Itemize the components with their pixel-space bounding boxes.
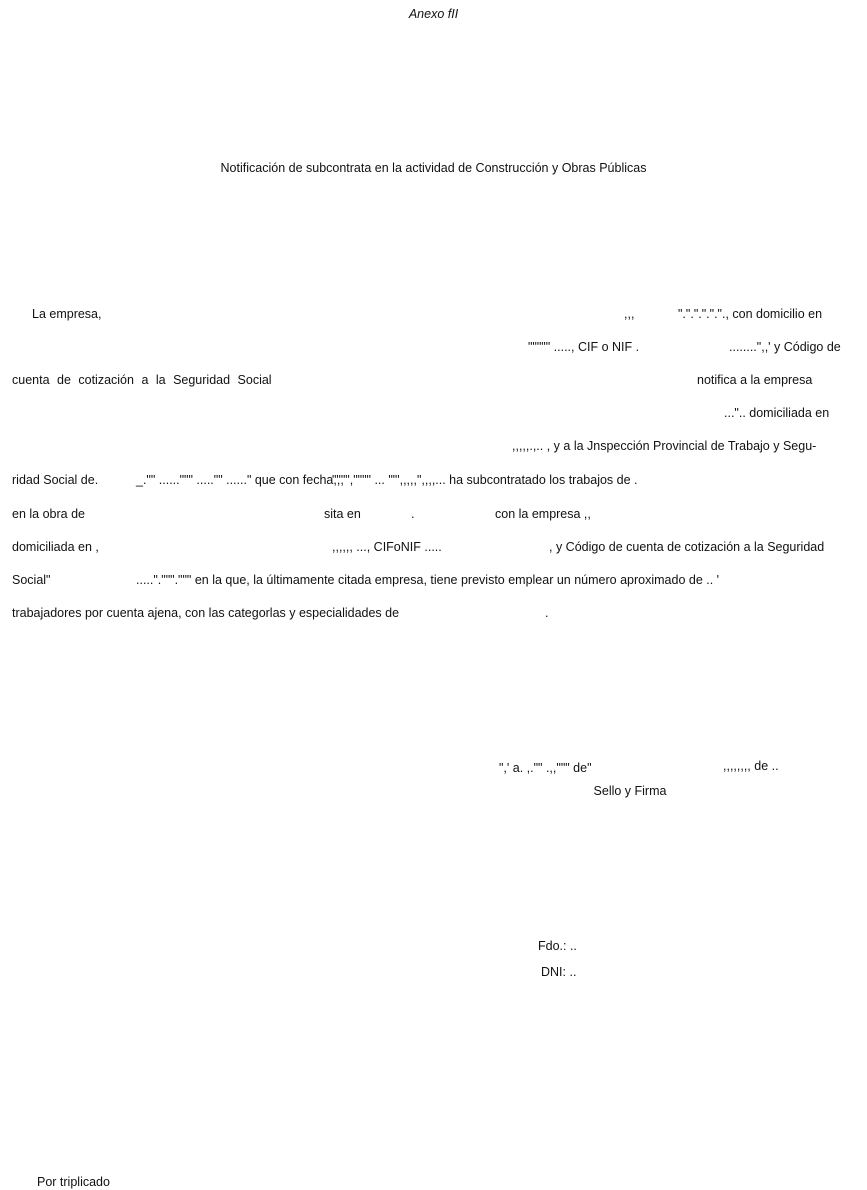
body-line-5: ,,,,,.,.. , y a la Jnspección Provincial de Trabajo y Segu- [512,439,817,453]
body-line-6-end: """","""" ... ""',,,,,",,,,... ha subcontratado los trabajos de . [332,473,638,487]
body-line-2-end: ........",,' y Código de [729,340,841,354]
body-line-4: ...".. domiciliada en [724,406,830,420]
body-line-1-end: "."."."."."., con domicilio en [678,307,823,321]
signature-dni: DNI: .. [541,965,577,979]
body-line-6-mid: _."" ......""" ....."" ......" que con fecha,,, [136,473,344,487]
body-line-1-start: La empresa, [32,307,102,321]
annex-label: Anexo fII [408,7,459,21]
body-line-8-end: , y Código de cuenta de cotización a la Seguridad [549,540,825,554]
signature-label: Sello y Firma [593,784,667,798]
body-line-7-dot: . [411,507,415,521]
body-line-8-start: domiciliada en , [12,540,99,554]
body-line-8-mid: ,,,,,, ..., CIFoNIF ..... [332,540,442,554]
signature-date-start: ",' a. ,."" .,,""" de" [499,761,592,775]
body-line-2-start: """"" ....., CIF o NIF . [528,340,640,354]
document-title: Notificación de subcontrata en la actividad de Construcción y Obras Públicas [220,161,647,175]
body-line-7-end: con la empresa ,, [495,507,591,521]
body-line-9-end: .....".""".""" en la que, la últimamente citada empresa, tiene previsto emplear un número aproximado de .. ' [136,573,720,587]
body-line-7-sita: sita en [324,507,361,521]
body-line-10: trabajadores por cuenta ajena, con las categorlas y especialidades de [12,606,400,620]
signature-fdo: Fdo.: .. [538,939,577,953]
body-line-7-start: en la obra de [12,507,85,521]
body-line-3-end: notifica a la empresa [697,373,813,387]
body-line-10-dot: . [545,606,549,620]
footer-note: Por triplicado [37,1175,110,1189]
body-line-6-start: ridad Social de. [12,473,99,487]
body-line-1-mark: ,,, [624,307,635,321]
body-line-3-start: cuenta de cotización a la Seguridad Social [12,373,272,387]
body-line-9-start: Social" [12,573,51,587]
signature-date-end: ,,,,,,,, de .. [723,759,779,773]
